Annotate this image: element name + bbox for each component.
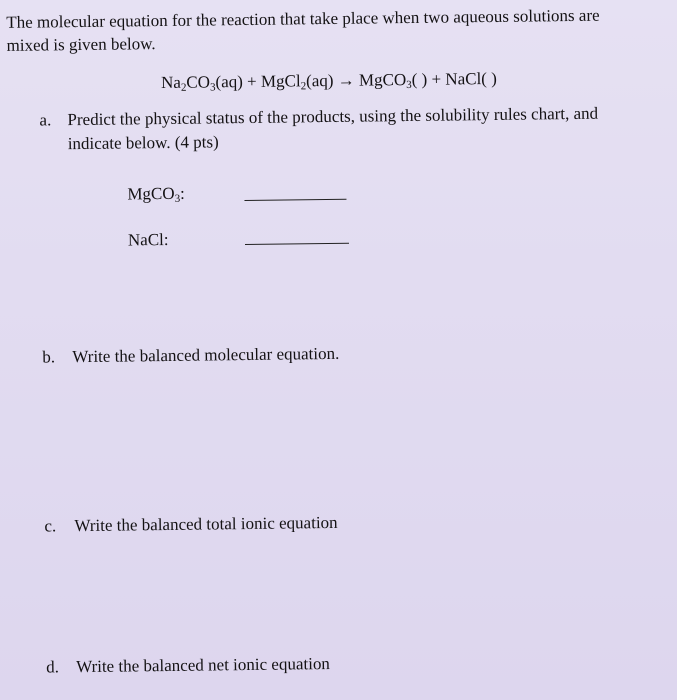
part-b-marker: b. [42, 347, 56, 367]
nacl-answer-blank[interactable] [245, 243, 349, 245]
part-a-question-line-1: Predict the physical status of the products, using the solubility rules chart, and [67, 103, 599, 130]
part-a-marker: a. [39, 110, 52, 130]
part-b-question: Write the balanced molecular equation. [72, 343, 340, 367]
part-a-question-line-2: indicate below. (4 pts) [67, 132, 219, 154]
part-d-question: Write the balanced net ionic equation [76, 654, 330, 677]
part-c-question: Write the balanced total ionic equation [74, 512, 338, 536]
mgco3-answer-blank[interactable] [244, 199, 346, 201]
part-d-marker: d. [46, 657, 60, 677]
intro-line-1: The molecular equation for the reaction that take place when two aqueous solutions are [6, 5, 600, 32]
molecular-equation: $Na_2CO_3(aq)$ + MgCl$_2$(aq) → MgCO$_3$( ) + NaCl( ) [160, 68, 497, 94]
part-c-marker: c. [44, 516, 57, 536]
mgco3-label: MgCO$_3$: [127, 183, 185, 205]
nacl-label: NaCl: [127, 229, 169, 250]
intro-line-2: mixed is given below. [6, 34, 156, 55]
